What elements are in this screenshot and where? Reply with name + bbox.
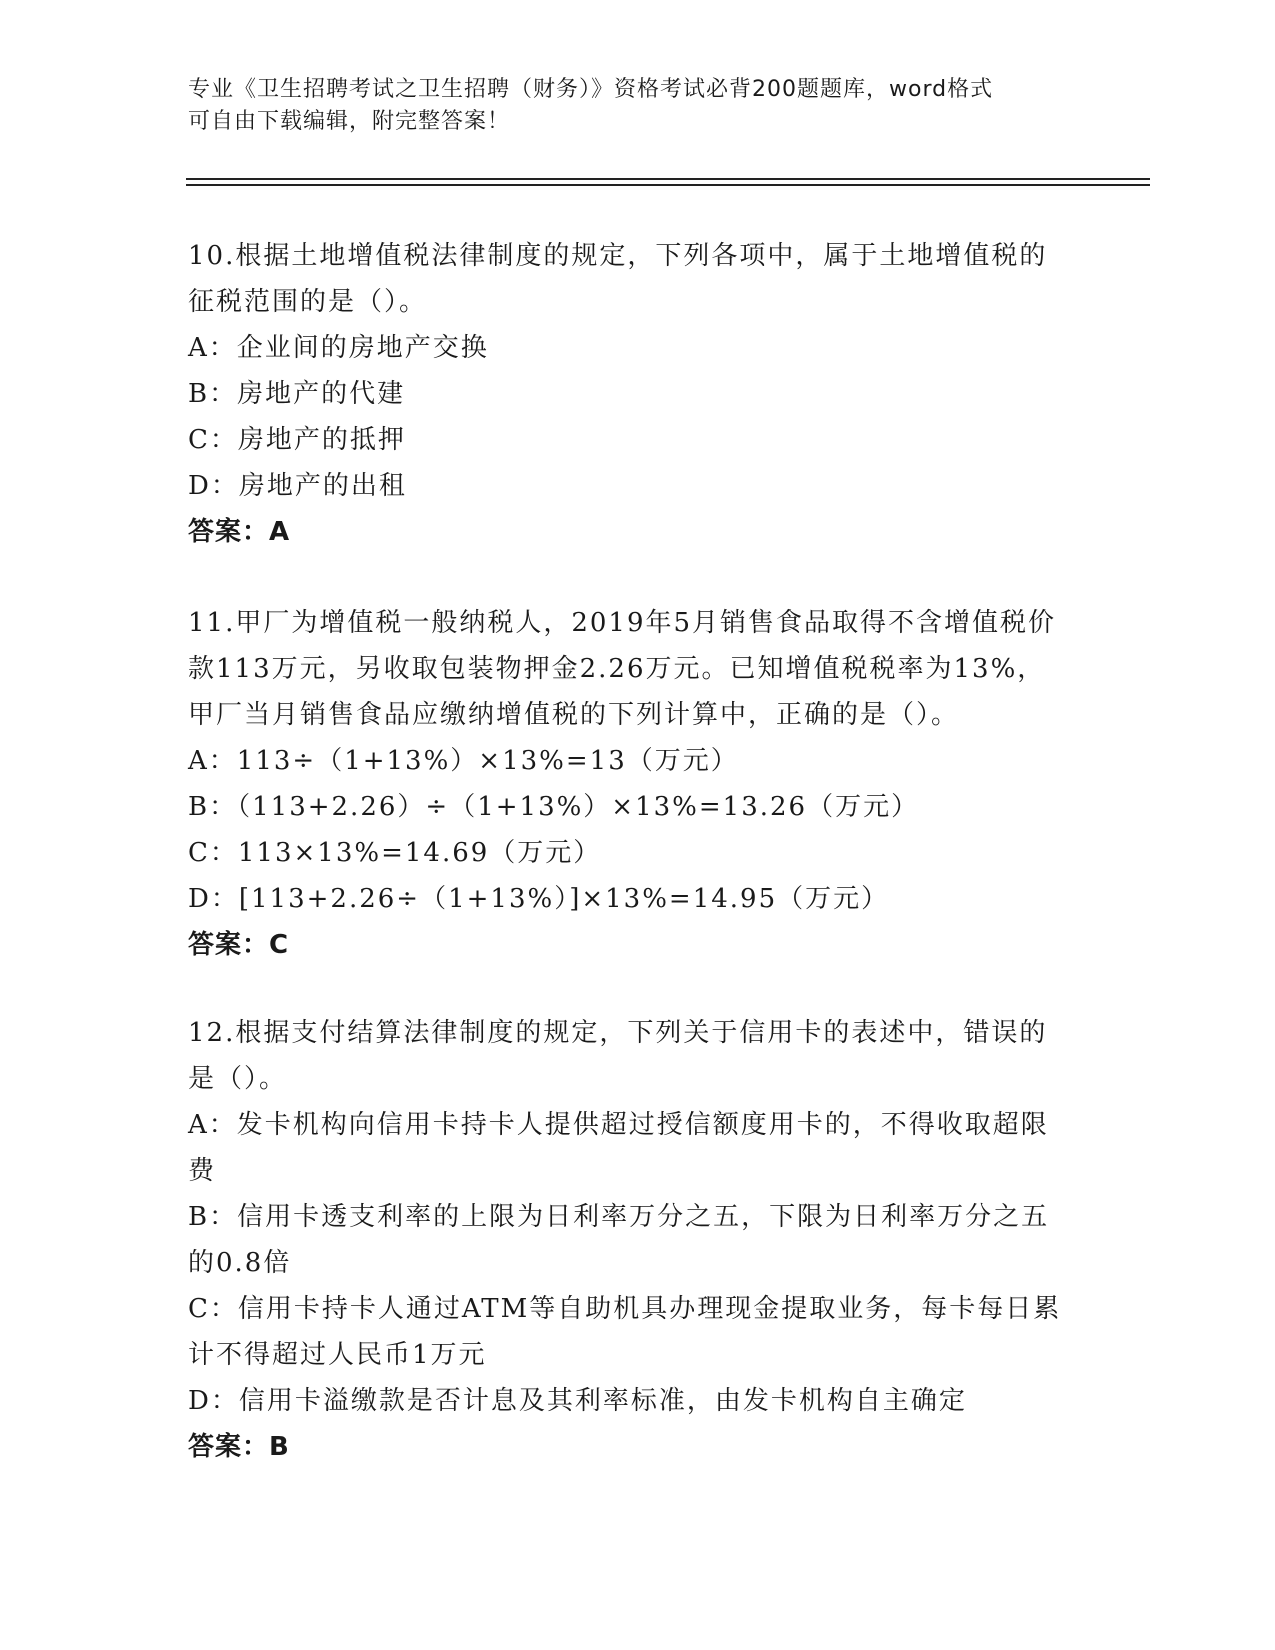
option-d: D：[113+2.26÷（1+13%）]×13%=14.95（万元） (188, 884, 890, 914)
option-a-continued: 费 (188, 1156, 217, 1186)
option-c: C：113×13%=14.69（万元） (188, 838, 602, 868)
option-b-continued: 的0.8倍 (188, 1248, 292, 1278)
question-stem-line: 征税范围的是（）。 (188, 287, 428, 317)
option-a: A：企业间的房地产交换 (188, 333, 489, 363)
option-b: B：信用卡透支利率的上限为日利率万分之五，下限为日利率万分之五 (188, 1202, 1050, 1232)
option-c: C：房地产的抵押 (188, 425, 406, 455)
header-line-1: 专业《卫生招聘考试之卫生招聘（财务）》资格考试必背200题题库，word格式 (188, 77, 994, 102)
option-b: B：房地产的代建 (188, 379, 406, 409)
question-stem-line: 10.根据土地增值税法律制度的规定，下列各项中，属于土地增值税的 (188, 241, 1048, 271)
header-divider-bottom (186, 184, 1150, 186)
question-11 (188, 600, 1088, 968)
option-a: A：发卡机构向信用卡持卡人提供超过授信额度用卡的，不得收取超限 (188, 1110, 1049, 1140)
option-d: D：房地产的出租 (188, 471, 407, 501)
question-stem-line: 款113万元，另收取包装物押金2.26万元。已知增值税税率为13%， (188, 654, 1046, 684)
question-stem-line: 12.根据支付结算法律制度的规定，下列关于信用卡的表述中，错误的 (188, 1018, 1048, 1048)
answer: 答案：C (188, 930, 290, 960)
option-b: B：（113+2.26）÷（1+13%）×13%=13.26（万元） (188, 792, 920, 822)
header-line-2: 可自由下载编辑，附完整答案！ (188, 109, 511, 134)
question-stem-line: 11.甲厂为增值税一般纳税人，2019年5月销售食品取得不含增值税价 (188, 608, 1057, 638)
answer: 答案：A (188, 517, 291, 547)
option-d: D：信用卡溢缴款是否计息及其利率标准，由发卡机构自主确定 (188, 1386, 967, 1416)
header-divider-top (186, 178, 1150, 180)
document-header (188, 74, 1088, 138)
question-12 (188, 1010, 1088, 1470)
question-stem-line: 甲厂当月销售食品应缴纳增值税的下列计算中，正确的是（）。 (188, 700, 960, 730)
option-c: C：信用卡持卡人通过ATM等自助机具办理现金提取业务，每卡每日累 (188, 1294, 1062, 1324)
question-stem-line: 是（）。 (188, 1064, 288, 1094)
option-a: A：113÷（1+13%）×13%=13（万元） (188, 746, 739, 776)
answer: 答案：B (188, 1432, 290, 1462)
question-10 (188, 233, 1088, 555)
option-c-continued: 计不得超过人民币1万元 (188, 1340, 487, 1370)
